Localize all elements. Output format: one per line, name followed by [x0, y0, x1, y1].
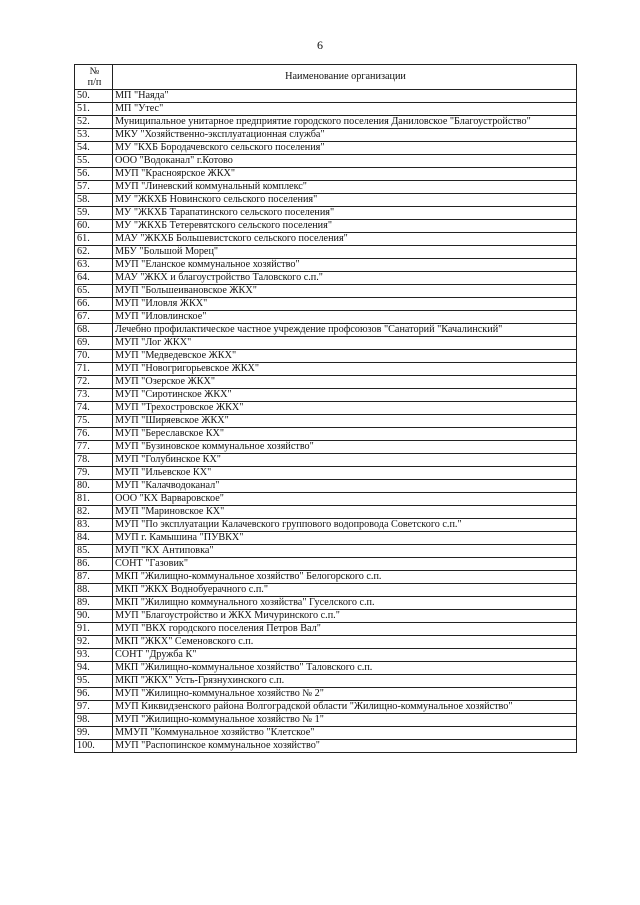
row-number: 100.: [75, 740, 113, 753]
row-number: 74.: [75, 402, 113, 415]
organization-name: МУП "Жилищно-коммунальное хозяйство № 1": [113, 714, 577, 727]
table-row: [75, 246, 577, 259]
table-row: [75, 363, 577, 376]
table-row: [75, 220, 577, 233]
row-number: 58.: [75, 194, 113, 207]
table-row: [75, 545, 577, 558]
organization-name: МУП "Мариновское КХ": [113, 506, 577, 519]
row-number: 91.: [75, 623, 113, 636]
organization-name: МКУ "Хозяйственно-эксплуатационная служба": [113, 129, 577, 142]
header-number-symbol: №: [89, 66, 100, 77]
table-row: [75, 584, 577, 597]
row-number: 76.: [75, 428, 113, 441]
organization-name: ММУП "Коммунальное хозяйство "Клетское": [113, 727, 577, 740]
row-number: 62.: [75, 246, 113, 259]
organization-name: МКП "ЖКХ" Семеновского с.п.: [113, 636, 577, 649]
row-number: 60.: [75, 220, 113, 233]
table-row: [75, 181, 577, 194]
organization-name: МУП Киквидзенского района Волгоградской области "Жилищно-коммунальное хозяйство": [113, 701, 577, 714]
row-number: 85.: [75, 545, 113, 558]
row-number: 52.: [75, 116, 113, 129]
row-number: 54.: [75, 142, 113, 155]
organization-name: МУП "Распопинское коммунальное хозяйство": [113, 740, 577, 753]
organization-name: МУ "ЖКХБ Тетеревятского сельского поселения": [113, 220, 577, 233]
organization-name: МУП "Ильевское КХ": [113, 467, 577, 480]
row-number: 90.: [75, 610, 113, 623]
table-row: [75, 90, 577, 103]
table-row: [75, 454, 577, 467]
row-number: 65.: [75, 285, 113, 298]
row-number: 61.: [75, 233, 113, 246]
row-number: 51.: [75, 103, 113, 116]
table-row: [75, 376, 577, 389]
header-organization-name: Наименование организации: [113, 65, 577, 90]
table-row: [75, 298, 577, 311]
organization-name: МУП "Сиротинское ЖКХ": [113, 389, 577, 402]
table-row: [75, 103, 577, 116]
organizations-table: [74, 64, 577, 753]
row-number: 71.: [75, 363, 113, 376]
row-number: 97.: [75, 701, 113, 714]
row-number: 83.: [75, 519, 113, 532]
row-number: 86.: [75, 558, 113, 571]
table-row: [75, 675, 577, 688]
row-number: 53.: [75, 129, 113, 142]
table-row: [75, 636, 577, 649]
organization-name: МУ "КХБ Бородачевского сельского поселения": [113, 142, 577, 155]
table-row: [75, 207, 577, 220]
row-number: 56.: [75, 168, 113, 181]
table-row: [75, 415, 577, 428]
row-number: 92.: [75, 636, 113, 649]
organization-name: МУП "Бузиновское коммунальное хозяйство": [113, 441, 577, 454]
organization-name: МУП "Большеивановское ЖКХ": [113, 285, 577, 298]
row-number: 57.: [75, 181, 113, 194]
table-row: [75, 311, 577, 324]
organization-name: МУП "Трехостровское ЖКХ": [113, 402, 577, 415]
organization-name: МУП "ВКХ городского поселения Петров Вал": [113, 623, 577, 636]
header-number-label: п/п: [87, 77, 102, 88]
organization-name: ООО "КХ Варваровское": [113, 493, 577, 506]
table-row: [75, 714, 577, 727]
row-number: 70.: [75, 350, 113, 363]
organization-name: МКП "Жилищно коммунального хозяйства" Гуселского с.п.: [113, 597, 577, 610]
table-row: [75, 272, 577, 285]
table-row: [75, 727, 577, 740]
row-number: 99.: [75, 727, 113, 740]
table-row: [75, 480, 577, 493]
row-number: 94.: [75, 662, 113, 675]
organization-name: МБУ "Большой Морец": [113, 246, 577, 259]
table-row: [75, 129, 577, 142]
row-number: 67.: [75, 311, 113, 324]
row-number: 81.: [75, 493, 113, 506]
organization-name: МУП "Лог ЖКХ": [113, 337, 577, 350]
organization-name: МУ "ЖКХБ Тарапатинского сельского поселения": [113, 207, 577, 220]
table-row: [75, 324, 577, 337]
organization-name: МКП "ЖКХ" Усть-Грязнухинского с.п.: [113, 675, 577, 688]
table-row: [75, 285, 577, 298]
table-row: [75, 701, 577, 714]
table-row: [75, 389, 577, 402]
organization-name: МКП "ЖКХ Воднобуерачного с.п.": [113, 584, 577, 597]
row-number: 78.: [75, 454, 113, 467]
table-row: [75, 259, 577, 272]
row-number: 73.: [75, 389, 113, 402]
organization-name: МУП "Иловля ЖКХ": [113, 298, 577, 311]
table-row: [75, 597, 577, 610]
organization-name: Лечебно профилактическое частное учреждение профсоюзов "Санаторий "Качалинский": [113, 324, 577, 337]
row-number: 72.: [75, 376, 113, 389]
organization-name: СОНТ "Газовик": [113, 558, 577, 571]
page-number: 6: [317, 38, 323, 52]
organization-name: МУП г. Камышина "ПУВКХ": [113, 532, 577, 545]
row-number: 75.: [75, 415, 113, 428]
table-row: [75, 571, 577, 584]
table-row: [75, 688, 577, 701]
organization-name: МАУ "ЖКХ и благоустройство Таловского с.п.": [113, 272, 577, 285]
table-row: [75, 519, 577, 532]
organization-name: ООО "Водоканал" г.Котово: [113, 155, 577, 168]
table-row: [75, 428, 577, 441]
row-number: 87.: [75, 571, 113, 584]
organization-name: МП "Утес": [113, 103, 577, 116]
row-number: 98.: [75, 714, 113, 727]
table-row: [75, 194, 577, 207]
organization-name: МУП "Благоустройство и ЖКХ Мичуринского с.п.": [113, 610, 577, 623]
organization-name: МУП "Еланское коммунальное хозяйство": [113, 259, 577, 272]
organization-name: Муниципальное унитарное предприятие городского поселения Даниловское "Благоустройство": [113, 116, 577, 129]
row-number: 96.: [75, 688, 113, 701]
row-number: 64.: [75, 272, 113, 285]
table-row: [75, 467, 577, 480]
organization-name: МУП "Озерское ЖКХ": [113, 376, 577, 389]
organization-name: МУП "Голубинское КХ": [113, 454, 577, 467]
organization-name: МУП "Береславское КХ": [113, 428, 577, 441]
row-number: 93.: [75, 649, 113, 662]
table-row: [75, 116, 577, 129]
row-number: 77.: [75, 441, 113, 454]
organization-name: МУП "По эксплуатации Калачевского группового водопровода Советского с.п.": [113, 519, 577, 532]
row-number: 82.: [75, 506, 113, 519]
header-number: [75, 65, 113, 90]
organization-name: МУП "Иловлинское": [113, 311, 577, 324]
organization-name: МУП "Калачводоканал": [113, 480, 577, 493]
organization-name: МП "Наяда": [113, 90, 577, 103]
organization-name: МУП "КХ Антиповка": [113, 545, 577, 558]
table-header-row: [75, 65, 577, 90]
organization-name: МУП "Красноярское ЖКХ": [113, 168, 577, 181]
row-number: 63.: [75, 259, 113, 272]
row-number: 95.: [75, 675, 113, 688]
row-number: 68.: [75, 324, 113, 337]
table-row: [75, 493, 577, 506]
row-number: 88.: [75, 584, 113, 597]
row-number: 79.: [75, 467, 113, 480]
organization-name: МУП "Новогригорьевское ЖКХ": [113, 363, 577, 376]
table-row: [75, 649, 577, 662]
table-row: [75, 155, 577, 168]
organization-name: МУП "Линевский коммунальный комплекс": [113, 181, 577, 194]
organization-name: МУ "ЖКХБ Новинского сельского поселения": [113, 194, 577, 207]
row-number: 69.: [75, 337, 113, 350]
row-number: 66.: [75, 298, 113, 311]
organization-name: МУП "Жилищно-коммунальное хозяйство № 2": [113, 688, 577, 701]
row-number: 59.: [75, 207, 113, 220]
table-row: [75, 337, 577, 350]
row-number: 55.: [75, 155, 113, 168]
table-body: [75, 90, 577, 753]
table-row: [75, 233, 577, 246]
organization-name: МУП "Ширяевское ЖКХ": [113, 415, 577, 428]
table-row: [75, 441, 577, 454]
organization-name: СОНТ "Дружба К": [113, 649, 577, 662]
table-row: [75, 740, 577, 753]
table-row: [75, 402, 577, 415]
organization-name: МКП "Жилищно-коммунальное хозяйство" Таловского с.п.: [113, 662, 577, 675]
row-number: 80.: [75, 480, 113, 493]
table-row: [75, 610, 577, 623]
organization-name: МУП "Медведевское ЖКХ": [113, 350, 577, 363]
table-row: [75, 506, 577, 519]
table-row: [75, 662, 577, 675]
row-number: 84.: [75, 532, 113, 545]
table-row: [75, 558, 577, 571]
row-number: 89.: [75, 597, 113, 610]
organization-name: МАУ "ЖКХБ Большевистского сельского поселения": [113, 233, 577, 246]
organization-name: МКП "Жилищно-коммунальное хозяйство" Белогорского с.п.: [113, 571, 577, 584]
row-number: 50.: [75, 90, 113, 103]
table-row: [75, 142, 577, 155]
table-row: [75, 532, 577, 545]
table-row: [75, 350, 577, 363]
table-row: [75, 168, 577, 181]
table-row: [75, 623, 577, 636]
